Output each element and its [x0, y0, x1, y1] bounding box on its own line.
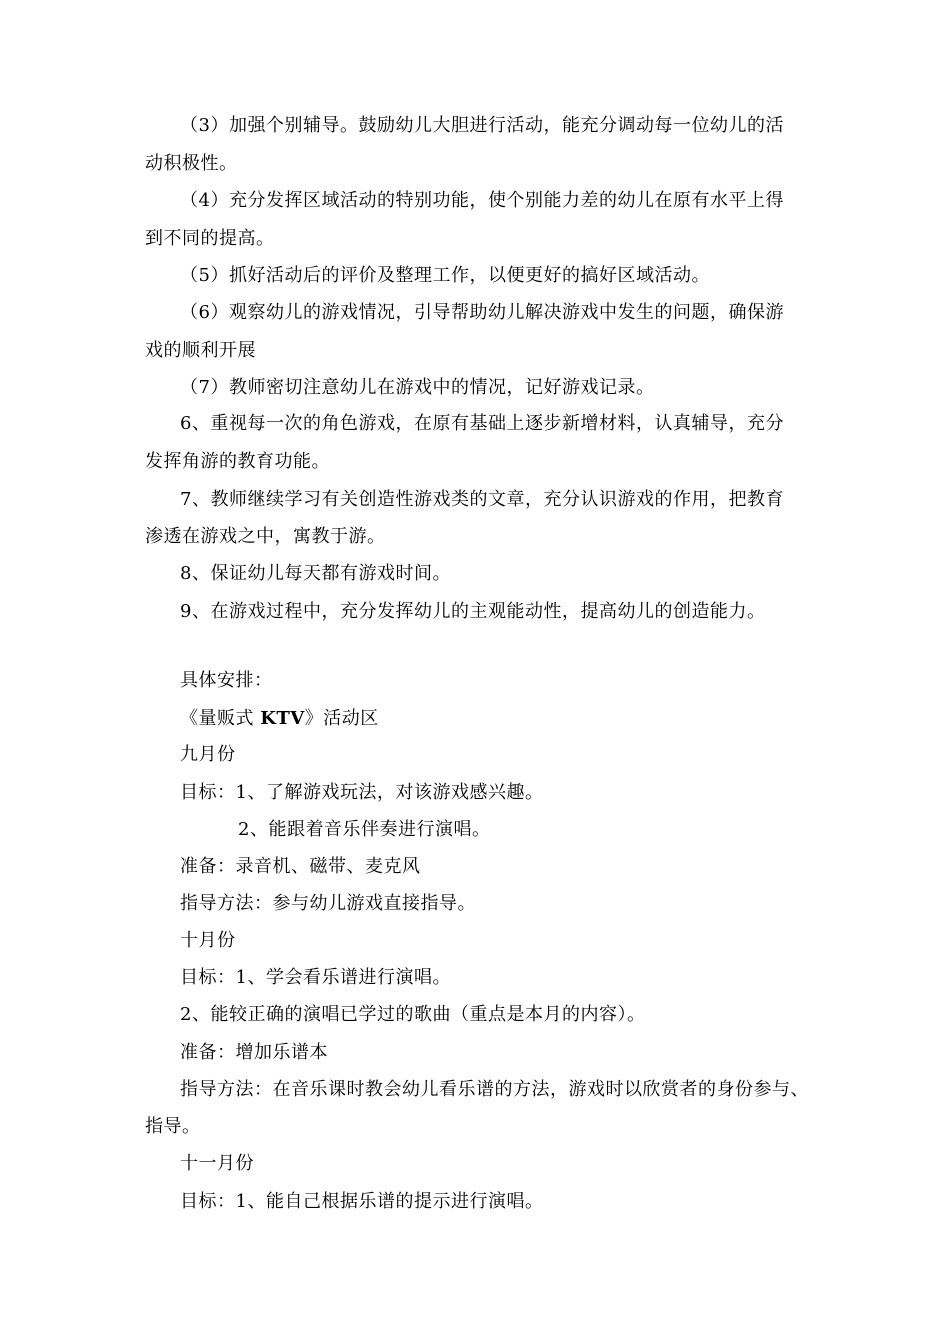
section-heading: 具体安排：	[180, 670, 273, 691]
text-line: （6）观察幼儿的游戏情况，引导帮助幼儿解决游戏中发生的问题，确保游	[180, 302, 784, 323]
text-line: （7）教师密切注意幼儿在游戏中的情况，记好游戏记录。	[180, 377, 655, 398]
text-line: 准备：增加乐谱本	[180, 1042, 328, 1063]
month-heading: 九月份	[180, 744, 236, 765]
text-line: 8、保证幼儿每天都有游戏时间。	[180, 563, 451, 584]
text-line: 目标：1、学会看乐谱进行演唱。	[180, 967, 451, 988]
text-line: 7、教师继续学习有关创造性游戏类的文章，充分认识游戏的作用，把教育	[180, 489, 784, 510]
text-line: 到不同的提高。	[145, 228, 275, 249]
text-line: 准备：录音机、磁带、麦克风	[180, 856, 421, 877]
text-line: 指导方法：在音乐课时教会幼儿看乐谱的方法，游戏时以欣赏者的身份参与、	[180, 1079, 809, 1100]
ktv-bold-text: KTV	[260, 708, 305, 729]
text-line: 指导方法：参与幼儿游戏直接指导。	[180, 893, 476, 914]
text-line: （4）充分发挥区域活动的特别功能，使个别能力差的幼儿在原有水平上得	[180, 190, 784, 211]
text-line: 目标：1、了解游戏玩法，对该游戏感兴趣。	[180, 782, 544, 803]
text-line: 指导。	[145, 1116, 201, 1137]
text-line: 6、重视每一次的角色游戏，在原有基础上逐步新增材料，认真辅导，充分	[180, 413, 784, 434]
text-line: 发挥角游的教育功能。	[145, 451, 330, 472]
text-line: 2、能较正确的演唱已学过的歌曲（重点是本月的内容）。	[180, 1004, 646, 1025]
month-heading: 十月份	[180, 930, 236, 951]
text-line: 动积极性。	[145, 153, 238, 174]
text-line: 9、在游戏过程中，充分发挥幼儿的主观能动性，提高幼儿的创造能力。	[180, 601, 766, 622]
text-line: 2、能跟着音乐伴奏进行演唱。	[238, 819, 491, 840]
text-line: 目标：1、能自己根据乐谱的提示进行演唱。	[180, 1191, 544, 1212]
month-heading: 十一月份	[180, 1153, 254, 1174]
text-line: 渗透在游戏之中，寓教于游。	[145, 526, 386, 547]
text-line: （5）抓好活动后的评价及整理工作，以便更好的搞好区域活动。	[180, 265, 710, 286]
text-line: 戏的顺利开展	[145, 340, 256, 361]
text-line: （3）加强个别辅导。鼓励幼儿大胆进行活动，能充分调动每一位幼儿的活	[180, 115, 784, 136]
activity-area-title: 《量贩式 KTV》活动区	[180, 708, 379, 729]
